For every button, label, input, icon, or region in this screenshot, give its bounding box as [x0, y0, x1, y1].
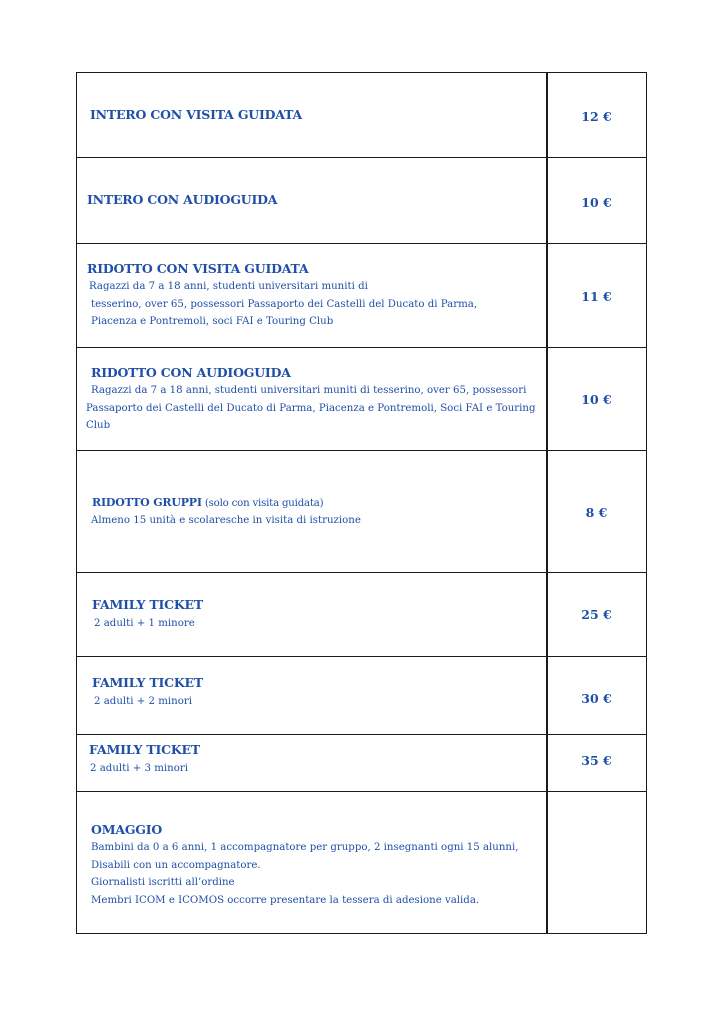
- row-title-text: RIDOTTO GRUPPI: [92, 496, 202, 509]
- row-title: RIDOTTO CON AUDIOGUIDA: [91, 365, 291, 380]
- row-title: [92, 496, 323, 509]
- row-description: [91, 839, 518, 909]
- table-row: [77, 792, 646, 933]
- row-description: [94, 615, 195, 633]
- description-line: 2 adulti + 2 minori: [94, 696, 192, 707]
- row-description: [89, 278, 477, 331]
- description-line: Piacenza e Pontremoli, soci FAI e Touring Club: [91, 316, 334, 327]
- row-title-note: (solo con visita guidata): [201, 498, 324, 509]
- table-row: [77, 158, 646, 244]
- table-row: [77, 451, 646, 573]
- row-price: 10 €: [581, 195, 612, 210]
- row-price: 30 €: [581, 691, 612, 706]
- table-row: [77, 348, 646, 451]
- row-price: 12 €: [581, 109, 612, 124]
- row-description: [91, 512, 361, 530]
- price-table: [76, 72, 647, 934]
- row-title: RIDOTTO CON VISITA GUIDATA: [87, 261, 309, 276]
- row-price: 10 €: [581, 392, 612, 407]
- description-line: Bambini da 0 a 6 anni, 1 accompagnatore per gruppo, 2 insegnanti ogni 15 alunni,: [91, 842, 519, 853]
- description-line: Almeno 15 unità e scolaresche in visita di istruzione: [91, 515, 361, 526]
- description-line: tesserino, over 65, possessori Passaporto dei Castelli del Ducato di Parma,: [91, 298, 478, 310]
- description-line: Passaporto dei Castelli del Ducato di Parma, Piacenza e Pontremoli, Soci FAI e Touring: [86, 402, 536, 414]
- row-price: 11 €: [581, 289, 612, 304]
- table-row: [77, 657, 646, 735]
- description-line: Club: [86, 420, 111, 431]
- table-row: [77, 244, 646, 348]
- row-price: 25 €: [581, 607, 612, 622]
- row-title: INTERO CON AUDIOGUIDA: [87, 192, 278, 207]
- row-title: INTERO CON VISITA GUIDATA: [90, 107, 303, 122]
- row-price: 8 €: [585, 505, 608, 520]
- table-row: [77, 73, 646, 158]
- description-line: Giornalisti iscritti all’ordine: [91, 877, 235, 888]
- description-line: Disabili con un accompagnatore.: [91, 859, 261, 871]
- row-title: FAMILY TICKET: [92, 675, 203, 690]
- row-title: OMAGGIO: [91, 822, 163, 837]
- table-row: [77, 573, 646, 657]
- description-line: Ragazzi da 7 a 18 anni, studenti universitari muniti di tesserino, over 65, possessori: [91, 385, 527, 396]
- description-line: 2 adulti + 1 minore: [94, 618, 195, 629]
- description-line: Ragazzi da 7 a 18 anni, studenti universitari muniti di: [89, 281, 368, 292]
- row-price: 35 €: [581, 753, 612, 768]
- row-description: [86, 382, 536, 435]
- description-line: Membri ICOM e ICOMOS occorre presentare la tessera di adesione valida.: [91, 894, 480, 906]
- row-title: FAMILY TICKET: [89, 742, 200, 757]
- row-description: [90, 760, 188, 778]
- row-title: FAMILY TICKET: [92, 597, 203, 612]
- table-row: [77, 735, 646, 792]
- description-line: 2 adulti + 3 minori: [90, 763, 188, 774]
- row-description: [94, 693, 192, 711]
